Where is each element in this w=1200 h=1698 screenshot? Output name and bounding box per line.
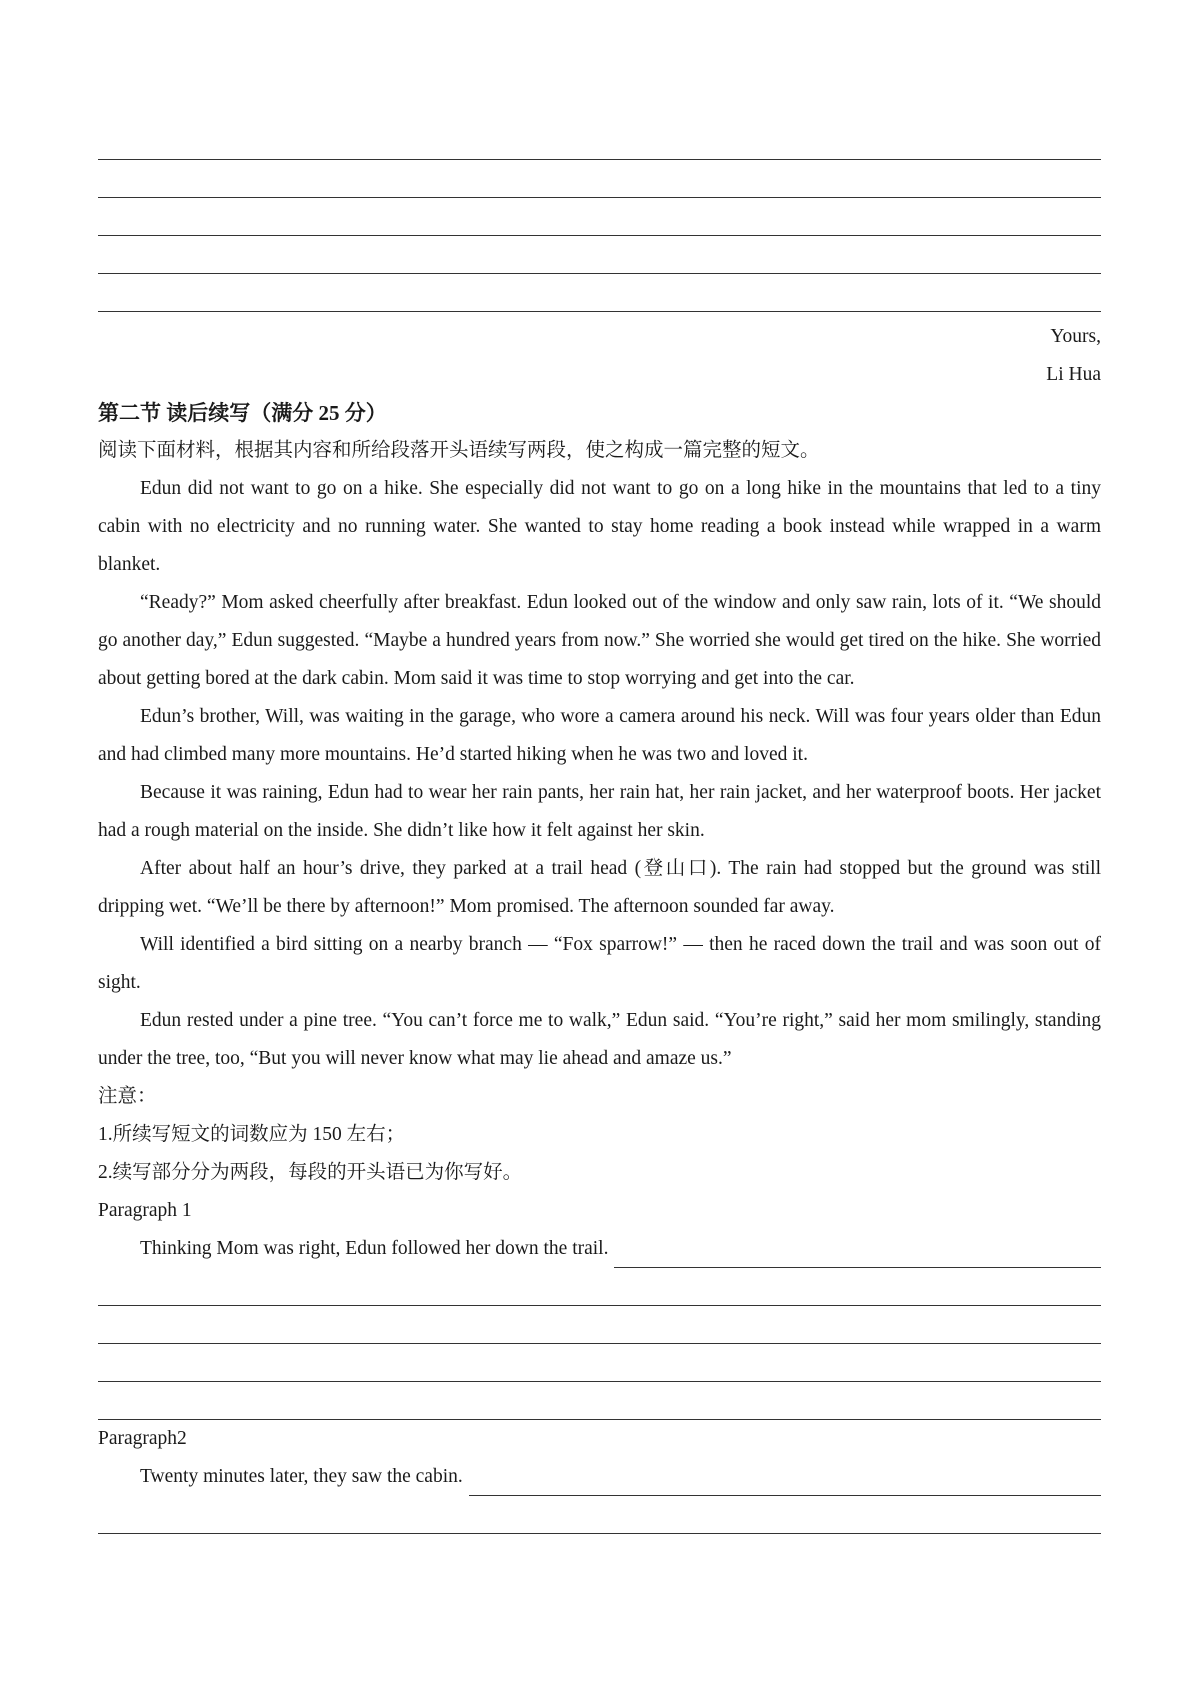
paragraph-1-writing-lines bbox=[98, 1268, 1101, 1420]
writing-blank[interactable] bbox=[614, 1239, 1101, 1268]
paragraph-2-label: Paragraph2 bbox=[98, 1428, 187, 1449]
passage-paragraph: Edun rested under a pine tree. “You can’t force me to walk,” Edun said. “You’re right,” said her mom smilingly, standing under the tree, too, “But you will never know what may lie ahead and amaze us.” bbox=[98, 1010, 1101, 1069]
paragraph-1-label: Paragraph 1 bbox=[98, 1200, 192, 1221]
passage-paragraph: “Ready?” Mom asked cheerfully after breakfast. Edun looked out of the window and only saw rain, lots of it. “We should go another day,” Edun suggested. “Maybe a hundred years from now.” She worried she would get tired on the hike. She worried about getting bored at the dark cabin. Mom said it was time to stop worrying and get into the car. bbox=[98, 592, 1101, 689]
writing-blank[interactable] bbox=[469, 1467, 1101, 1496]
note-item: 2.续写部分分为两段，每段的开头语已为你写好。 bbox=[98, 1162, 523, 1183]
paragraph-1-opening-line bbox=[98, 1230, 1101, 1268]
paragraph-2-writing-lines bbox=[98, 1496, 1101, 1534]
passage-paragraph: Edun did not want to go on a hike. She especially did not want to go on a long hike in the mountains that led to a tiny cabin with no electricity and no running water. She wanted to stay home reading a book instead while wrapped in a warm blanket. bbox=[98, 478, 1101, 575]
section-instruction: 阅读下面材料，根据其内容和所给段落开头语续写两段，使之构成一篇完整的短文。 bbox=[98, 440, 820, 461]
writing-line[interactable] bbox=[98, 198, 1101, 236]
writing-line[interactable] bbox=[98, 274, 1101, 312]
passage-paragraph: Because it was raining, Edun had to wear her rain pants, her rain hat, her rain jacket, and her waterproof boots. Her jacket had a rough material on the inside. She didn’t like how it felt against her skin. bbox=[98, 782, 1101, 841]
notes bbox=[98, 1078, 1101, 1192]
writing-line[interactable] bbox=[98, 1382, 1101, 1420]
paragraph-1-section bbox=[98, 1192, 1101, 1420]
note-item: 1.所续写短文的词数应为 150 左右； bbox=[98, 1124, 406, 1145]
letter-writing-lines bbox=[98, 0, 1101, 312]
notes-heading: 注意： bbox=[98, 1086, 157, 1107]
section-title: 第二节 读后续写（满分 25 分） bbox=[98, 401, 387, 425]
writing-line[interactable] bbox=[98, 1344, 1101, 1382]
writing-line[interactable] bbox=[98, 1268, 1101, 1306]
paragraph-1-opening: Thinking Mom was right, Edun followed her down the trail. bbox=[140, 1238, 609, 1259]
letter-signature: Li Hua bbox=[1046, 364, 1101, 385]
passage-paragraph: Will identified a bird sitting on a nearby branch — “Fox sparrow!” — then he raced down the trail and was soon out of sight. bbox=[98, 934, 1101, 993]
paragraph-2-section bbox=[98, 1420, 1101, 1534]
passage-paragraph: After about half an hour’s drive, they parked at a trail head (登山口). The rain had stopped but the ground was still dripping wet. “We’ll be there by afternoon!” Mom promised. The afternoon sounded far away. bbox=[98, 858, 1101, 917]
writing-line[interactable] bbox=[98, 1496, 1101, 1534]
paragraph-2-opening: Twenty minutes later, they saw the cabin. bbox=[140, 1466, 463, 1487]
passage-paragraph: Edun’s brother, Will, was waiting in the garage, who wore a camera around his neck. Will was four years older than Edun and had climbed many more mountains. He’d started hiking when he was two and loved it. bbox=[98, 706, 1101, 765]
reading-passage bbox=[98, 470, 1101, 1078]
writing-line[interactable] bbox=[98, 160, 1101, 198]
writing-line[interactable] bbox=[98, 142, 1101, 160]
writing-line[interactable] bbox=[98, 1306, 1101, 1344]
writing-line[interactable] bbox=[98, 236, 1101, 274]
paragraph-2-opening-line bbox=[98, 1458, 1101, 1496]
letter-sign-off bbox=[98, 318, 1101, 394]
letter-closing: Yours, bbox=[1050, 326, 1101, 347]
